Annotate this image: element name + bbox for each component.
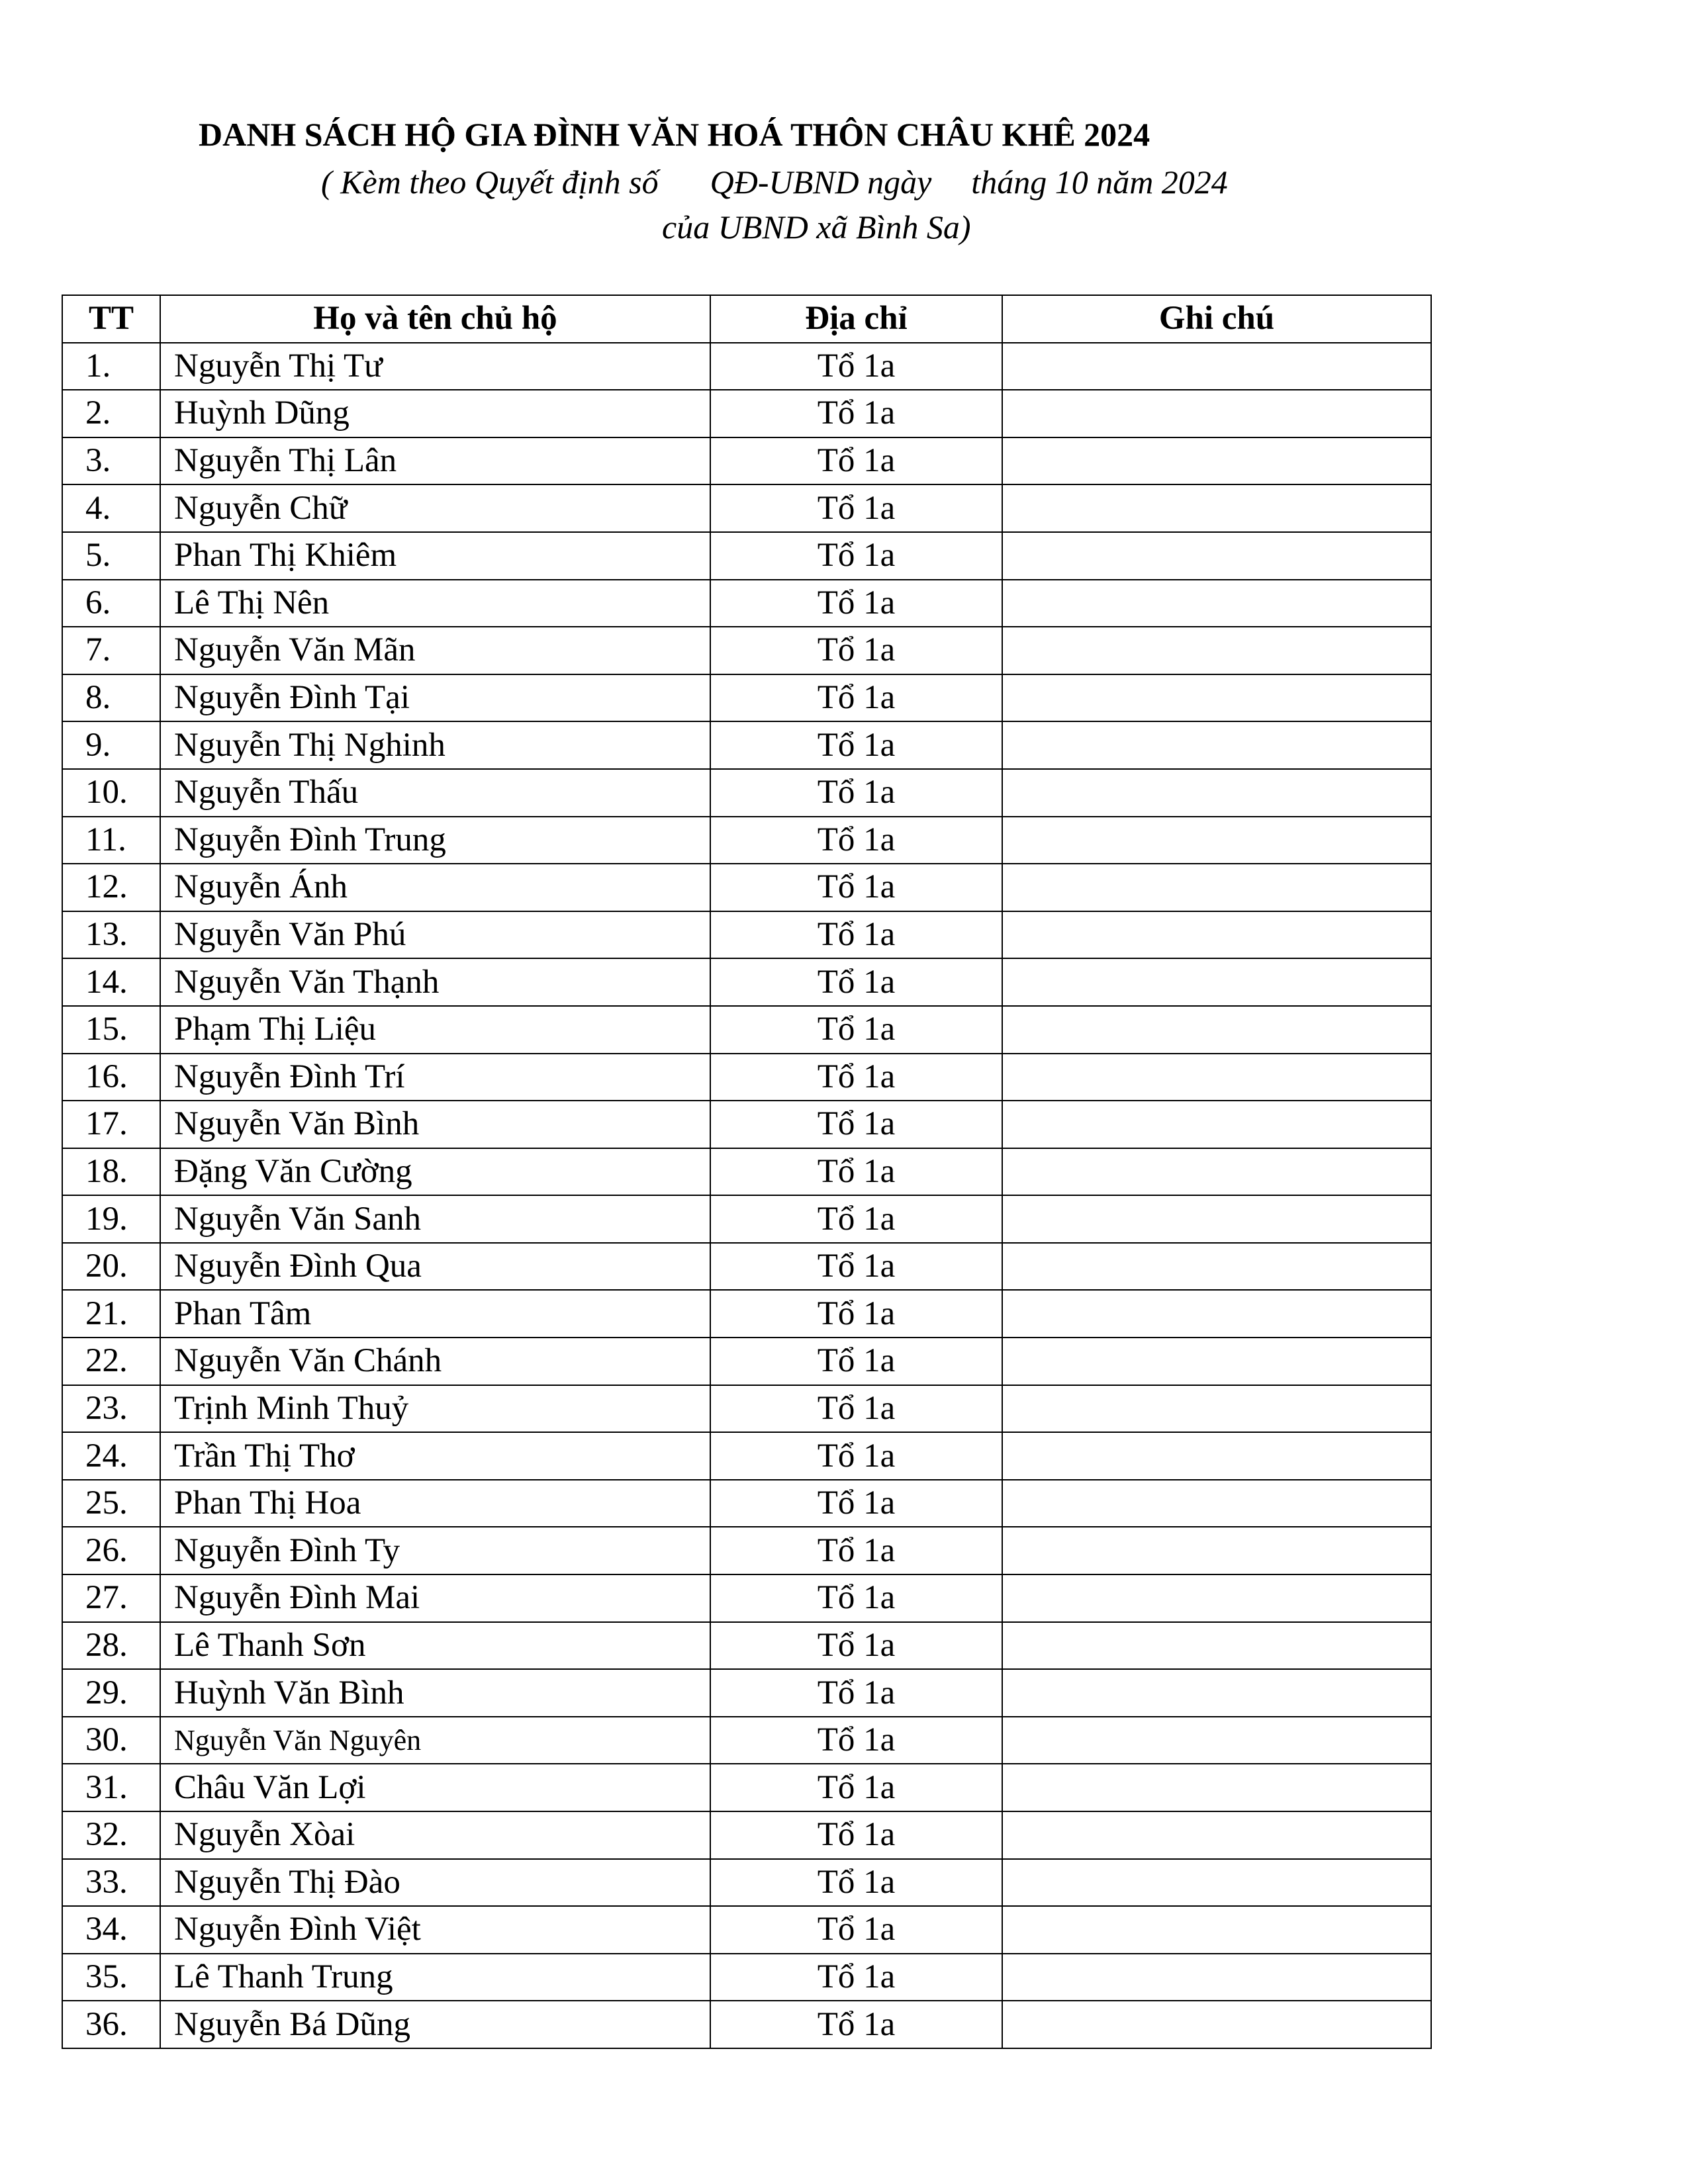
row-name: Nguyễn Thị Nghinh (160, 721, 710, 769)
table-row (62, 1859, 1431, 1907)
row-tt: 11. (62, 817, 160, 864)
row-address: Tổ 1a (710, 1954, 1002, 2001)
row-tt: 18. (62, 1148, 160, 1196)
row-address: Tổ 1a (710, 958, 1002, 1006)
row-tt: 8. (62, 674, 160, 722)
row-name: Huỳnh Dũng (160, 390, 710, 437)
row-name: Nguyễn Xòai (160, 1811, 710, 1859)
row-tt: 9. (62, 721, 160, 769)
header-name: Họ và tên chủ hộ (160, 295, 710, 343)
subtitle-part1: ( Kèm theo Quyết định số (321, 163, 659, 201)
row-address: Tổ 1a (710, 721, 1002, 769)
row-name: Nguyễn Đình Tại (160, 674, 710, 722)
row-note (1002, 1195, 1431, 1243)
row-name: Nguyễn Đình Qua (160, 1243, 710, 1291)
row-name: Nguyễn Văn Chánh (160, 1338, 710, 1385)
row-address: Tổ 1a (710, 1006, 1002, 1054)
table-row (62, 1054, 1431, 1101)
header-address: Địa chỉ (710, 295, 1002, 343)
row-tt: 6. (62, 580, 160, 627)
row-note (1002, 343, 1431, 390)
row-tt: 20. (62, 1243, 160, 1291)
row-name: Châu Văn Lợi (160, 1764, 710, 1811)
row-note (1002, 2001, 1431, 2048)
row-note (1002, 390, 1431, 437)
table-row (62, 390, 1431, 437)
row-address: Tổ 1a (710, 1480, 1002, 1527)
row-note (1002, 1906, 1431, 1954)
row-tt: 35. (62, 1954, 160, 2001)
header-tt: TT (62, 295, 160, 343)
table-row (62, 1527, 1431, 1574)
row-name: Phan Thị Khiêm (160, 532, 710, 580)
table-row (62, 343, 1431, 390)
table-row (62, 1148, 1431, 1196)
row-address: Tổ 1a (710, 1195, 1002, 1243)
row-tt: 23. (62, 1385, 160, 1433)
row-name: Nguyễn Văn Nguyên (160, 1717, 710, 1764)
row-address: Tổ 1a (710, 1148, 1002, 1196)
row-name: Nguyễn Chữ (160, 484, 710, 532)
table-row (62, 817, 1431, 864)
row-note (1002, 1148, 1431, 1196)
row-address: Tổ 1a (710, 1669, 1002, 1717)
row-name: Nguyễn Văn Sanh (160, 1195, 710, 1243)
table-row (62, 1717, 1431, 1764)
table-row (62, 627, 1431, 674)
row-tt: 29. (62, 1669, 160, 1717)
household-table (62, 295, 1432, 2049)
row-address: Tổ 1a (710, 343, 1002, 390)
row-address: Tổ 1a (710, 1338, 1002, 1385)
row-address: Tổ 1a (710, 1717, 1002, 1764)
document-subtitle (321, 165, 1228, 199)
row-name: Nguyễn Thị Lân (160, 437, 710, 485)
row-name: Nguyễn Thấu (160, 769, 710, 817)
row-note (1002, 627, 1431, 674)
row-tt: 33. (62, 1859, 160, 1907)
row-name: Phạm Thị Liệu (160, 1006, 710, 1054)
row-name: Nguyễn Bá Dũng (160, 2001, 710, 2048)
table-header-row (62, 295, 1431, 343)
row-tt: 12. (62, 864, 160, 911)
row-tt: 16. (62, 1054, 160, 1101)
row-name: Nguyễn Văn Mãn (160, 627, 710, 674)
table-row (62, 1574, 1431, 1622)
row-note (1002, 1101, 1431, 1148)
table-row (62, 1906, 1431, 1954)
row-note (1002, 1574, 1431, 1622)
row-tt: 13. (62, 911, 160, 959)
row-address: Tổ 1a (710, 674, 1002, 722)
row-address: Tổ 1a (710, 532, 1002, 580)
table-row (62, 1811, 1431, 1859)
row-address: Tổ 1a (710, 1385, 1002, 1433)
row-note (1002, 1054, 1431, 1101)
row-name: Trần Thị Thơ (160, 1432, 710, 1480)
row-note (1002, 864, 1431, 911)
row-tt: 25. (62, 1480, 160, 1527)
row-address: Tổ 1a (710, 627, 1002, 674)
document-subtitle-line2: của UBND xã Bình Sa) (662, 208, 971, 246)
table-row (62, 437, 1431, 485)
row-tt: 19. (62, 1195, 160, 1243)
row-tt: 22. (62, 1338, 160, 1385)
row-tt: 2. (62, 390, 160, 437)
row-name: Phan Tâm (160, 1290, 710, 1338)
row-address: Tổ 1a (710, 580, 1002, 627)
table-row (62, 1195, 1431, 1243)
row-address: Tổ 1a (710, 817, 1002, 864)
row-note (1002, 817, 1431, 864)
table-row (62, 2001, 1431, 2048)
row-address: Tổ 1a (710, 390, 1002, 437)
table-body (62, 343, 1431, 2048)
table-row (62, 674, 1431, 722)
row-name: Nguyễn Đình Trí (160, 1054, 710, 1101)
table-row (62, 1243, 1431, 1291)
row-note (1002, 1385, 1431, 1433)
table-row (62, 1290, 1431, 1338)
row-name: Nguyễn Văn Phú (160, 911, 710, 959)
row-address: Tổ 1a (710, 1906, 1002, 1954)
row-note (1002, 1006, 1431, 1054)
row-address: Tổ 1a (710, 864, 1002, 911)
row-name: Nguyễn Thị Tư (160, 343, 710, 390)
table-row (62, 1385, 1431, 1433)
row-address: Tổ 1a (710, 2001, 1002, 2048)
row-tt: 28. (62, 1622, 160, 1670)
row-tt: 4. (62, 484, 160, 532)
row-note (1002, 437, 1431, 485)
row-note (1002, 769, 1431, 817)
row-note (1002, 532, 1431, 580)
row-name: Lê Thanh Trung (160, 1954, 710, 2001)
row-address: Tổ 1a (710, 1622, 1002, 1670)
header-note: Ghi chú (1002, 295, 1431, 343)
row-note (1002, 484, 1431, 532)
row-address: Tổ 1a (710, 1243, 1002, 1291)
document-title: DANH SÁCH HỘ GIA ĐÌNH VĂN HOÁ THÔN CHÂU KHÊ 2024 (199, 116, 1150, 153)
row-tt: 21. (62, 1290, 160, 1338)
table-row (62, 532, 1431, 580)
row-tt: 5. (62, 532, 160, 580)
row-address: Tổ 1a (710, 1764, 1002, 1811)
subtitle-part3: tháng 10 năm 2024 (971, 163, 1228, 201)
row-note (1002, 1338, 1431, 1385)
row-name: Nguyễn Văn Thạnh (160, 958, 710, 1006)
row-tt: 24. (62, 1432, 160, 1480)
row-name: Phan Thị Hoa (160, 1480, 710, 1527)
row-name: Nguyễn Đình Mai (160, 1574, 710, 1622)
row-address: Tổ 1a (710, 1574, 1002, 1622)
row-tt: 14. (62, 958, 160, 1006)
row-name: Trịnh Minh Thuỷ (160, 1385, 710, 1433)
row-address: Tổ 1a (710, 1101, 1002, 1148)
row-note (1002, 1954, 1431, 2001)
row-tt: 3. (62, 437, 160, 485)
row-name: Nguyễn Ánh (160, 864, 710, 911)
row-tt: 7. (62, 627, 160, 674)
row-name: Nguyễn Đình Việt (160, 1906, 710, 1954)
row-address: Tổ 1a (710, 1811, 1002, 1859)
row-name: Huỳnh Văn Bình (160, 1669, 710, 1717)
row-tt: 1. (62, 343, 160, 390)
row-tt: 17. (62, 1101, 160, 1148)
table-row (62, 958, 1431, 1006)
row-note (1002, 1243, 1431, 1291)
row-address: Tổ 1a (710, 911, 1002, 959)
table-row (62, 484, 1431, 532)
table-row (62, 1622, 1431, 1670)
table-row (62, 1954, 1431, 2001)
row-address: Tổ 1a (710, 1527, 1002, 1574)
row-address: Tổ 1a (710, 769, 1002, 817)
row-note (1002, 721, 1431, 769)
row-tt: 31. (62, 1764, 160, 1811)
table-row (62, 1006, 1431, 1054)
row-name: Nguyễn Văn Bình (160, 1101, 710, 1148)
table-row (62, 721, 1431, 769)
table-row (62, 1480, 1431, 1527)
row-note (1002, 1432, 1431, 1480)
row-note (1002, 1811, 1431, 1859)
row-tt: 10. (62, 769, 160, 817)
row-tt: 30. (62, 1717, 160, 1764)
row-note (1002, 1669, 1431, 1717)
row-name: Đặng Văn Cường (160, 1148, 710, 1196)
table-row (62, 911, 1431, 959)
row-note (1002, 1527, 1431, 1574)
row-name: Nguyễn Đình Trung (160, 817, 710, 864)
table-row (62, 769, 1431, 817)
row-address: Tổ 1a (710, 1054, 1002, 1101)
row-note (1002, 1622, 1431, 1670)
subtitle-part2: QĐ-UBND ngày (710, 163, 932, 201)
table-row (62, 580, 1431, 627)
table-row (62, 1338, 1431, 1385)
row-name: Nguyễn Đình Ty (160, 1527, 710, 1574)
row-address: Tổ 1a (710, 1859, 1002, 1907)
row-tt: 36. (62, 2001, 160, 2048)
row-tt: 26. (62, 1527, 160, 1574)
table-row (62, 1101, 1431, 1148)
row-note (1002, 580, 1431, 627)
row-address: Tổ 1a (710, 1432, 1002, 1480)
row-note (1002, 911, 1431, 959)
row-tt: 34. (62, 1906, 160, 1954)
row-name: Nguyễn Thị Đào (160, 1859, 710, 1907)
row-note (1002, 674, 1431, 722)
row-address: Tổ 1a (710, 1290, 1002, 1338)
row-address: Tổ 1a (710, 437, 1002, 485)
row-note (1002, 1717, 1431, 1764)
row-note (1002, 1480, 1431, 1527)
row-name: Lê Thanh Sơn (160, 1622, 710, 1670)
table-row (62, 864, 1431, 911)
row-address: Tổ 1a (710, 484, 1002, 532)
row-note (1002, 958, 1431, 1006)
row-note (1002, 1764, 1431, 1811)
table-row (62, 1432, 1431, 1480)
row-note (1002, 1859, 1431, 1907)
row-tt: 32. (62, 1811, 160, 1859)
row-tt: 15. (62, 1006, 160, 1054)
row-note (1002, 1290, 1431, 1338)
row-tt: 27. (62, 1574, 160, 1622)
row-name: Lê Thị Nên (160, 580, 710, 627)
table-row (62, 1764, 1431, 1811)
table-row (62, 1669, 1431, 1717)
